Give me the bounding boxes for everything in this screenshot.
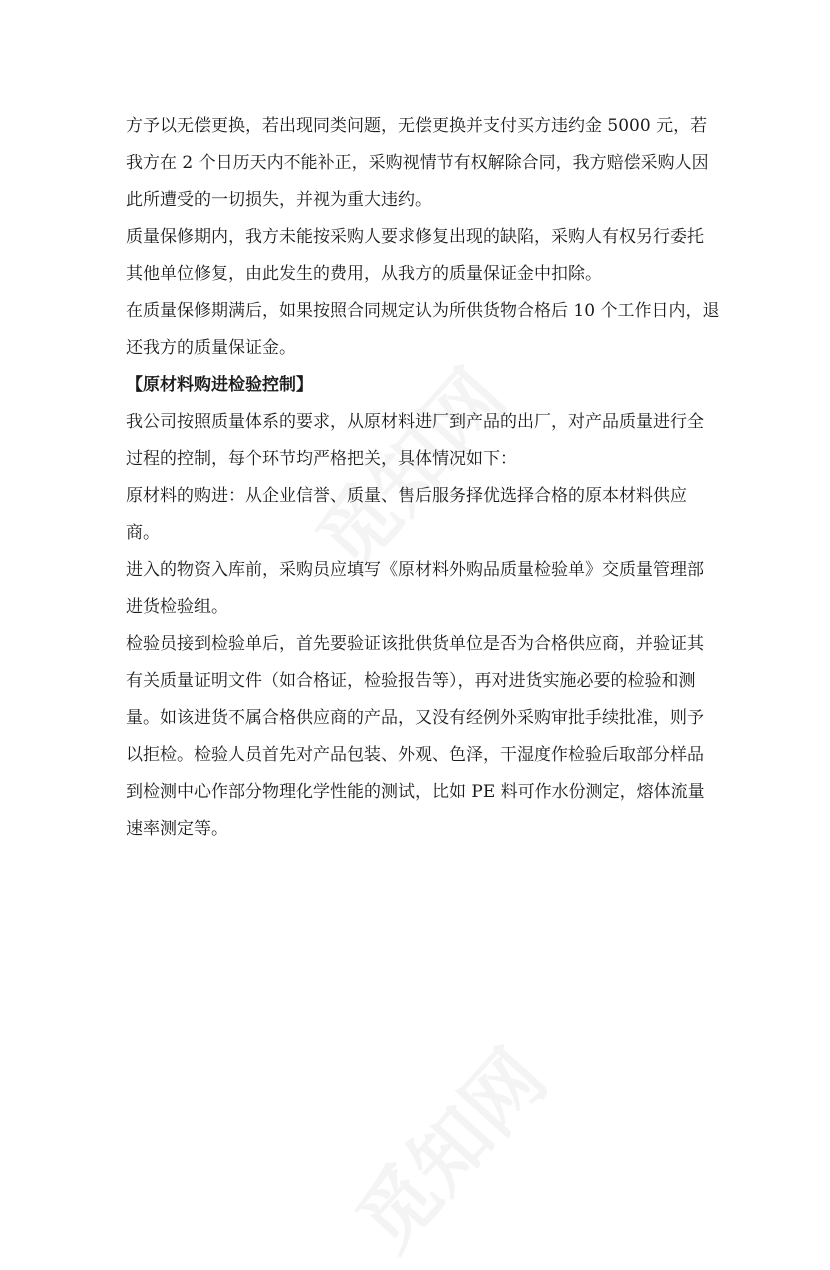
text-line: 质量保修期内，我方未能按采购人要求修复出现的缺陷，采购人有权另行委托 <box>126 227 704 247</box>
watermark <box>327 1022 567 1270</box>
text-line: 方予以无偿更换，若出现同类问题，无偿更换并支付买方违约金 5000 元，若 <box>126 116 708 136</box>
text-line: 速率测定等。 <box>126 819 228 839</box>
text-line: 量。如该进货不属合格供应商的产品，又没有经例外采购审批手续批准，则予 <box>126 708 704 728</box>
paragraph <box>126 478 716 552</box>
document-body <box>126 108 720 848</box>
text-line: 过程的控制，每个环节均严格把关，具体情况如下： <box>126 449 517 469</box>
paragraph <box>126 108 716 219</box>
text-line: 此所遭受的一切损失，并视为重大违约。 <box>126 190 432 210</box>
text-line: 在质量保修期满后，如果按照合同规定认为所供货物合格后 10 个工作日内，退 <box>126 301 720 321</box>
section-heading <box>126 367 716 404</box>
text-line: 还我方的质量保证金。 <box>126 338 296 358</box>
text-line: 以拒检。检验人员首先对产品包装、外观、色泽，干湿度作检验后取部分样品 <box>126 745 704 765</box>
text-line: 原材料的购进：从企业信誉、质量、售后服务择优选择合格的原本材料供应 <box>126 486 687 506</box>
paragraph <box>126 404 716 478</box>
text-line: 商。 <box>126 523 160 543</box>
paragraph <box>126 552 716 626</box>
text-line: 【原材料购进检验控制】 <box>126 375 313 395</box>
paragraph <box>126 293 720 367</box>
text-line: 进货检验组。 <box>126 597 228 617</box>
text-line: 有关质量证明文件（如合格证，检验报告等），再对进货实施必要的检验和测 <box>126 671 696 691</box>
paragraph <box>126 219 716 293</box>
text-line: 我公司按照质量体系的要求，从原材料进厂到产品的出厂，对产品质量进行全 <box>126 412 704 432</box>
text-line: 其他单位修复，由此发生的费用，从我方的质量保证金中扣除。 <box>126 264 602 284</box>
text-line: 到检测中心作部分物理化学性能的测试，比如 PE 料可作水份测定，熔体流量 <box>126 782 705 802</box>
text-line: 检验员接到检验单后，首先要验证该批供货单位是否为合格供应商，并验证其 <box>126 634 704 654</box>
text-line: 我方在 2 个日历天内不能补正，采购视情节有权解除合同，我方赔偿采购人因 <box>126 153 709 173</box>
paragraph <box>126 626 716 848</box>
text-line: 进入的物资入库前，采购员应填写《原材料外购品质量检验单》交质量管理部 <box>126 560 704 580</box>
